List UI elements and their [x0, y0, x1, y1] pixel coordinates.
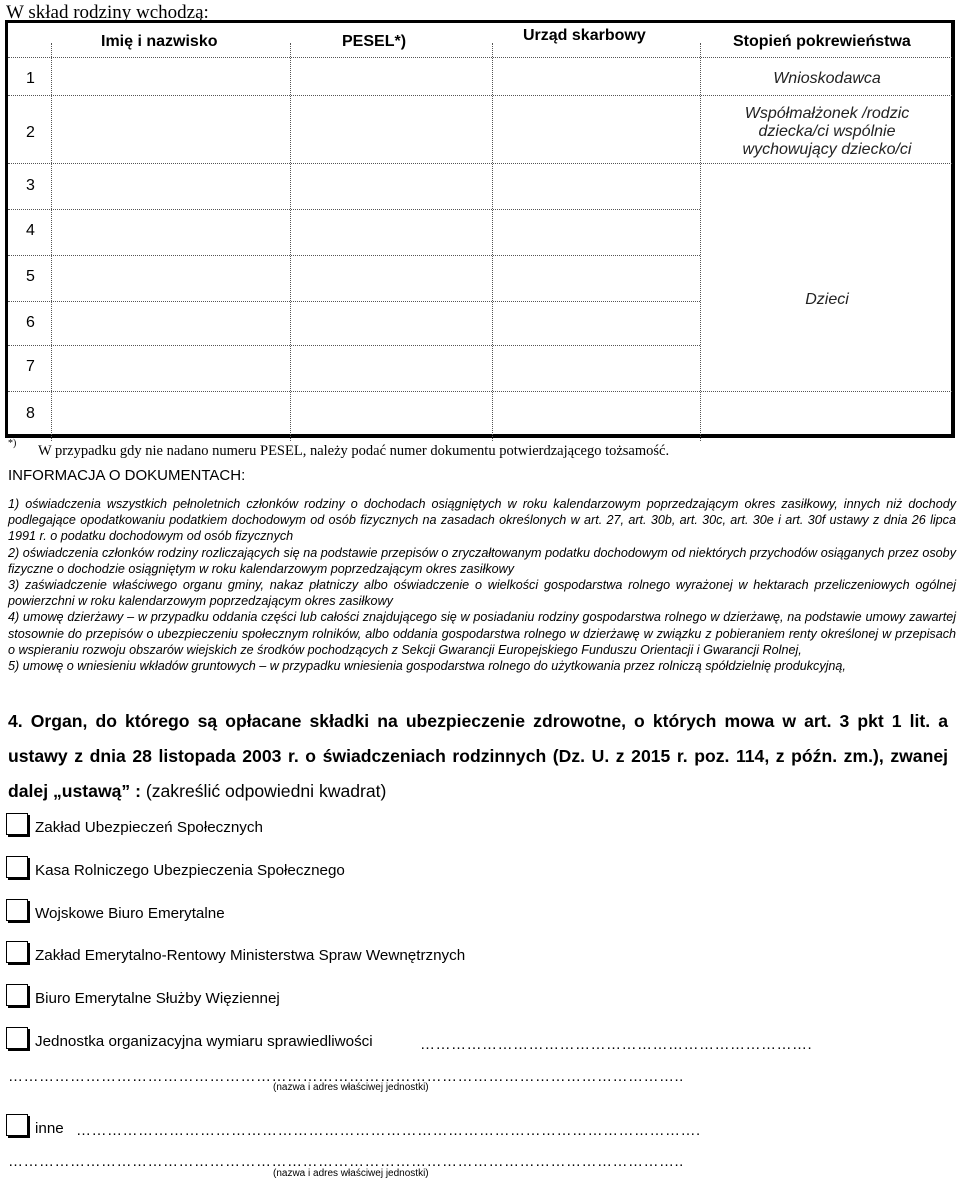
option-checkbox[interactable] — [6, 1114, 28, 1136]
documents-info-item: 2) oświadczenia członków rodziny rozliczających się na podstawie przepisów o zryczałtowanym podatku dochodowym od niektórych przychodów osiąganych przez osoby fizyczne o dochodzie osiągniętym w roku kalendarzowym poprzedzającym okres zasiłkowy — [8, 545, 956, 576]
other-field-line-2[interactable]: ………………………………………………………………………………………………………………….. — [8, 1153, 684, 1170]
family-members-table — [5, 20, 955, 438]
row-number: 4 — [26, 222, 35, 239]
unit-caption: (nazwa i adres właściwej jednostki) — [273, 1168, 429, 1179]
documents-info-list — [8, 496, 956, 674]
family-section-title: W skład rodziny wchodzą: — [6, 2, 209, 23]
role-spouse: Współmałżonek /rodzic dziecka/ci wspólnie wychowujący dziecko/ci — [742, 105, 912, 158]
option-checkbox[interactable] — [6, 1027, 28, 1049]
option-checkbox[interactable] — [6, 856, 28, 878]
option-checkbox[interactable] — [6, 899, 28, 921]
column-header-name: Imię i nazwisko — [101, 33, 218, 50]
row-number: 5 — [26, 268, 35, 285]
role-children: Dzieci — [805, 291, 849, 308]
option-checkbox[interactable] — [6, 941, 28, 963]
documents-info-item: 4) umowę dzierżawy – w przypadku oddania części lub całości znajdującego się w posiadaniu rodziny gospodarstwa rolnego w dzierżawę, na podstawie umowy zawartej stosownie do przepisów o ubezpieczeniu społecznym rolników, albo oddania gospodarstwa rolnego w dzierżawę w związku z pobieraniem renty określonej w przepisach o wspieraniu rozwoju obszarów wiejskich ze środków pochodzących z Sekcji Gwarancji Europejskiego Funduszu Orientacji i Gwarancji Rolnej, — [8, 610, 956, 657]
justice-unit-field-line-1[interactable]: …………………………………………………………………. — [420, 1036, 813, 1053]
option-checkbox[interactable] — [6, 813, 28, 835]
option-checkbox[interactable] — [6, 984, 28, 1006]
row-number: 8 — [26, 405, 35, 422]
justice-unit-field-line-2[interactable]: ………………………………………………………………………………………………………………….. — [8, 1068, 684, 1085]
documents-info-item: 5) umowę o wniesieniu wkładów gruntowych – w przypadku wniesienia gospodarstwa rolnego do użytkowania przez rolniczą spółdzielnię produkcyjną, — [8, 659, 846, 674]
other-field-line-1[interactable]: …………………………………………………………………………………………………………. — [76, 1122, 701, 1139]
column-header-relationship: Stopień pokrewieństwa — [733, 33, 911, 50]
row-number: 2 — [26, 124, 35, 141]
row-number: 1 — [26, 70, 35, 87]
documents-info-item: 1) oświadczenia wszystkich pełnoletnich członków rodziny o dochodach osiągniętych w roku kalendarzowym poprzedzającym okres zasiłkowy, innych niż dochody podlegające opodatkowaniu podatkiem dochodowym od osób fizycznych na zasadach określonych w art. 27, art. 30b, art. 30c, art. 30e i art. 30f ustawy z dnia 26 lipca 1991 r. o podatku dochodowym od osób fizycznych — [8, 497, 956, 544]
unit-caption: (nazwa i adres właściwej jednostki) — [273, 1082, 429, 1093]
organ-section-heading: 4. Organ, do którego są opłacane składki na ubezpieczenie zdrowotne, o których mowa w art. 3 pkt 1 lit. a ustawy z dnia 28 listopada 2003 r. o świadczeniach rodzinnych (Dz. U. z 2015 r. poz. 114, z późn. zm.), zwanej dalej „ustawą” : (zakreślić odpowiedni kwadrat) — [8, 711, 948, 801]
footnote-mark: *) — [8, 438, 17, 449]
column-header-tax-office: Urząd skarbowy — [523, 27, 646, 44]
documents-info-title: INFORMACJA O DOKUMENTACH: — [8, 467, 246, 484]
role-applicant: Wnioskodawca — [773, 70, 881, 87]
row-number: 3 — [26, 177, 35, 194]
footnote-text: W przypadku gdy nie nadano numeru PESEL, należy podać numer dokumentu potwierdzającego tożsamość. — [38, 443, 670, 459]
row-number: 6 — [26, 314, 35, 331]
row-number: 7 — [26, 358, 35, 375]
column-header-pesel: PESEL*) — [342, 33, 407, 50]
documents-info-item: 3) zaświadczenie właściwego organu gminy, nakaz płatniczy albo oświadczenie o wielkości gospodarstwa rolnego wyrażonej w hektarach przeliczeniowych ogólnej powierzchni w roku kalendarzowym poprzedzającym okres zasiłkowy — [8, 578, 956, 609]
